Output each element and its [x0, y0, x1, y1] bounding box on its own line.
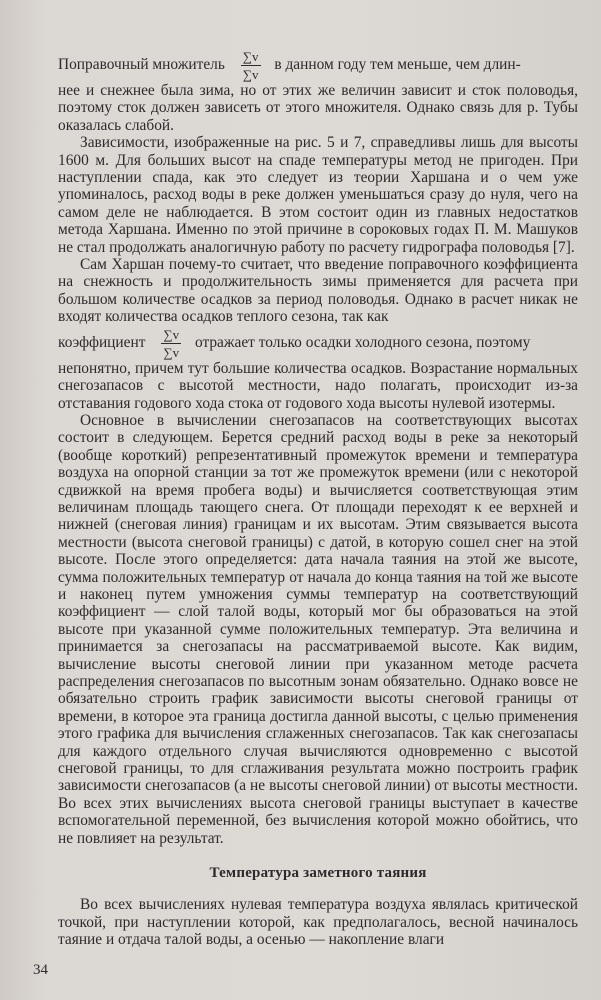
paragraph-2: Зависимости, изображенные на рис. 5 и 7, справедливы лишь для высоты 1600 м. Для больших высот на спаде температуры метод не пригоден. При наступлении спада, как это следует из теории Харшана и о чем уже упоминалось, расход воды в реке должен уменьшаться сразу до нуля, чего на самом деле не наблюдается. В этом состоит один из главных недостатков метода Харшана. Именно по этой причине в сороковых годах П. М. Машуков не стал продолжать аналогичную работу по расчету гидрографа половодья [7].	[58, 134, 578, 256]
text-span: отражает только осадки холодного сезона, поэтому	[194, 333, 531, 351]
text-span: в данном году тем меньше, чем длин-	[274, 56, 521, 73]
section-heading: Температура заметного таяния	[209, 865, 427, 882]
paragraph-1-rest: нее и снежнее была зима, но от этих же величин зависит и сток половодья, поэтому сток должен зависеть от этого множителя. Однако связь для р. Тубы оказалась слабой.	[58, 82, 578, 134]
paragraph-4: Основное в вычислении снегозапасов на соответствующих высотах состоит в следующем. Берется средний расход воды в реке за некоторый (вообще короткий) репрезентативный промежуток времени и температура воздуха на опорной станции за тот же промежуток времени (или с некоторой сдвижкой на время пробега воды) и вычисляется соответствующая этим величинам площадь тающего снега. От площади переходят к ее верхней и нижней (снеговая линия) границам и их высотам. Этим связывается высота местности (высота снеговой границы) с датой, в которую сошел снег на этой высоте. После этого определяется: дата начала таяния на этой же высоте, сумма положительных температур от начала до конца таяния на той же высоте и наконец путем умножения суммы температур на соответствующий коэффициент — слой талой воды, который мог бы образоваться на этой высоте при указанной сумме положительных температур. Эта величина и принимается за снегозапасы на рассматриваемой высоте. Как видим, вычисление высоты снеговой линии при указанном методе расчета распределения снегозапасов по высотным зонам обязательно. Однако вовсе не обязательно строить график зависимости высоты снеговой границы от времени, в которое эта граница достигла данной высоты, с целью применения этого графика для вычисления сглаженных снегозапасов. Так как снегозапасы для каждого отдельного случая вычисляются одновременно с высотой снеговой границы, то для сглаживания результата можно построить график зависимости снегозапасов (а не высоты снеговой линии) от высоты местности. Во всех этих вычислениях высота снеговой границы выступает в качестве вспомогательной переменной, без вычисления которой можно обойтись, что не повлияет на результат.	[58, 411, 578, 847]
text-span: коэффициент	[58, 333, 146, 351]
fraction-numerator: ∑v	[242, 48, 259, 64]
fraction-formula	[241, 50, 261, 81]
body-text	[58, 48, 578, 949]
text-span: Поправочный множитель	[58, 56, 225, 73]
page-number: 34	[33, 962, 48, 978]
fraction-denominator: ∑v	[242, 66, 259, 82]
paragraph-5: Во всех вычислениях нулевая температура воздуха являлась критической точкой, при наступлении которой, как предполагалось, весной начиналось таяние и отдача талой воды, а осенью — накопление влаги	[58, 896, 578, 949]
paragraph-3-rest: непонятно, причем тут большие количества осадков. Возрастание нормальных снегозапасов с высотой местности, надо полагать, происходит из-за отставания годового хода стока от годового хода высоты нулевой изотермы.	[58, 359, 578, 412]
fraction-formula	[161, 328, 181, 359]
fraction-denominator: ∑v	[163, 344, 180, 360]
paragraph-1-formula-line	[58, 48, 578, 82]
paragraph-3-formula-line	[58, 326, 578, 360]
paragraph-3: Сам Харшан почему-то считает, что введение поправочного коэффициента на снежность и продолжительность зимы применяется для расчета при большом количестве осадков за период половодья. Однако в расчет никак не входят количества осадков теплого сезона, так как	[58, 256, 578, 326]
fraction-numerator: ∑v	[163, 326, 180, 342]
